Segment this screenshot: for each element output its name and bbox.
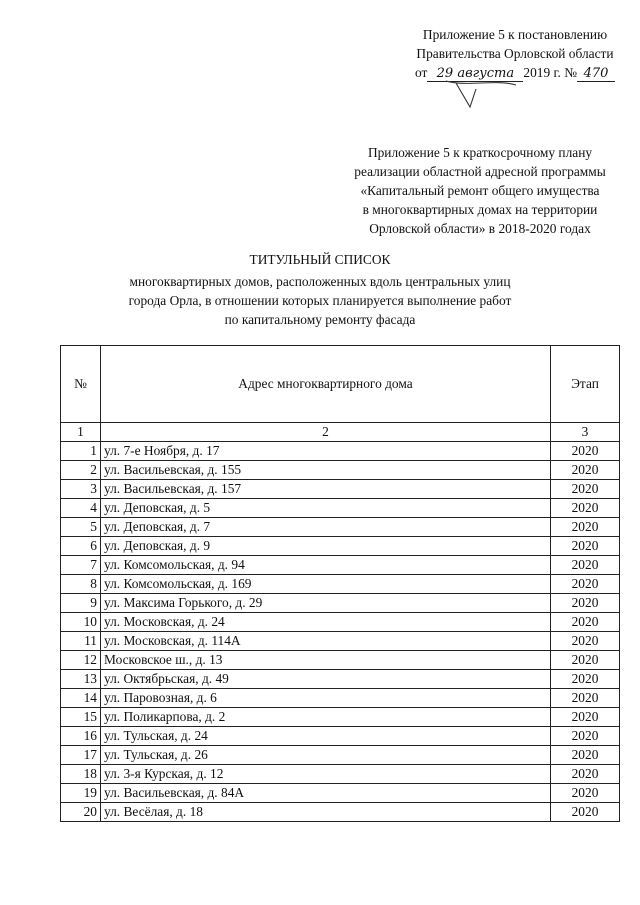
document-title: ТИТУЛЬНЫЙ СПИСОК [249, 252, 391, 267]
cell-address: ул. Васильевская, д. 84А [101, 784, 551, 803]
cell-address: ул. Паровозная, д. 6 [101, 689, 551, 708]
table-row [61, 803, 620, 822]
table-body [61, 423, 620, 822]
cell-number: 18 [61, 765, 101, 784]
cell-stage-num: 3 [551, 423, 620, 442]
subtitle-line: города Орла, в отношении которых планируется выполнение работ [128, 293, 512, 308]
cell-stage: 2020 [551, 613, 620, 632]
table-row [61, 442, 620, 461]
cell-address: ул. 7-е Ноября, д. 17 [101, 442, 551, 461]
column-number-row [61, 423, 620, 442]
cell-number: 9 [61, 594, 101, 613]
cell-number: 8 [61, 575, 101, 594]
cell-address: ул. Тульская, д. 26 [101, 746, 551, 765]
cell-address: ул. Комсомольская, д. 94 [101, 556, 551, 575]
cell-address: ул. Московская, д. 114А [101, 632, 551, 651]
table-row [61, 670, 620, 689]
table-row [61, 499, 620, 518]
cell-stage: 2020 [551, 480, 620, 499]
cell-stage: 2020 [551, 803, 620, 822]
plan-appendix-header [330, 143, 630, 238]
table-row [61, 784, 620, 803]
cell-number: 1 [61, 442, 101, 461]
cell-address: ул. Тульская, д. 24 [101, 727, 551, 746]
cell-number: 19 [61, 784, 101, 803]
table-row [61, 556, 620, 575]
header-number: № [61, 346, 101, 423]
cell-stage: 2020 [551, 442, 620, 461]
cell-address: ул. Деповская, д. 5 [101, 499, 551, 518]
cell-number: 20 [61, 803, 101, 822]
cell-number: 10 [61, 613, 101, 632]
cell-number-num: 1 [61, 423, 101, 442]
plan-line: реализации областной адресной программы [354, 164, 606, 179]
cell-number: 15 [61, 708, 101, 727]
cell-number: 4 [61, 499, 101, 518]
table-row [61, 480, 620, 499]
table-row [61, 613, 620, 632]
handwritten-number: 470 [577, 66, 615, 82]
table-row [61, 746, 620, 765]
cell-address: ул. 3-я Курская, д. 12 [101, 765, 551, 784]
cell-stage: 2020 [551, 708, 620, 727]
cell-address: Московское ш., д. 13 [101, 651, 551, 670]
cell-address: ул. Деповская, д. 7 [101, 518, 551, 537]
plan-line: Орловской области» в 2018-2020 годах [369, 221, 591, 236]
table-row [61, 632, 620, 651]
cell-number: 14 [61, 689, 101, 708]
table-row [61, 689, 620, 708]
cell-stage: 2020 [551, 784, 620, 803]
date-prefix: от [415, 65, 428, 80]
cell-address: ул. Октябрьская, д. 49 [101, 670, 551, 689]
cell-stage: 2020 [551, 727, 620, 746]
cell-stage: 2020 [551, 537, 620, 556]
header-address: Адрес многоквартирного дома [101, 346, 551, 423]
cell-address: ул. Васильевская, д. 155 [101, 461, 551, 480]
cell-stage: 2020 [551, 670, 620, 689]
table-row [61, 537, 620, 556]
cell-stage: 2020 [551, 518, 620, 537]
cell-address: ул. Максима Горького, д. 29 [101, 594, 551, 613]
cell-stage: 2020 [551, 499, 620, 518]
cell-number: 16 [61, 727, 101, 746]
cell-number: 7 [61, 556, 101, 575]
table-row [61, 518, 620, 537]
cell-stage: 2020 [551, 461, 620, 480]
cell-stage: 2020 [551, 632, 620, 651]
cell-number: 12 [61, 651, 101, 670]
table-row [61, 765, 620, 784]
date-year: 2019 г. № [523, 65, 577, 80]
subtitle-line: по капитальному ремонту фасада [224, 312, 416, 327]
plan-line: в многоквартирных домах на территории [362, 202, 598, 217]
table-row [61, 727, 620, 746]
document-subtitle [110, 272, 530, 329]
plan-line: «Капитальный ремонт общего имущества [360, 183, 600, 198]
header-stage: Этап [551, 346, 620, 423]
cell-stage: 2020 [551, 651, 620, 670]
cell-address: ул. Весёлая, д. 18 [101, 803, 551, 822]
cell-number: 5 [61, 518, 101, 537]
table-row [61, 461, 620, 480]
buildings-table [60, 345, 620, 822]
subtitle-line: многоквартирных домов, расположенных вдоль центральных улиц [129, 274, 511, 289]
cell-stage: 2020 [551, 689, 620, 708]
cell-stage: 2020 [551, 746, 620, 765]
cell-number: 3 [61, 480, 101, 499]
cell-address: ул. Васильевская, д. 157 [101, 480, 551, 499]
cell-number: 6 [61, 537, 101, 556]
cell-number: 2 [61, 461, 101, 480]
cell-stage: 2020 [551, 765, 620, 784]
table-row [61, 708, 620, 727]
appendix-line: Правительства Орловской области [416, 46, 614, 61]
cell-number: 11 [61, 632, 101, 651]
cell-number: 13 [61, 670, 101, 689]
cell-stage: 2020 [551, 556, 620, 575]
cell-number: 17 [61, 746, 101, 765]
handwritten-date: 29 августа [427, 66, 523, 82]
cell-address: ул. Деповская, д. 9 [101, 537, 551, 556]
signature-flourish-icon [436, 77, 556, 111]
table-header-row [61, 346, 620, 423]
cell-address: ул. Московская, д. 24 [101, 613, 551, 632]
appendix-line: Приложение 5 к постановлению [422, 27, 608, 42]
cell-stage: 2020 [551, 575, 620, 594]
table-row [61, 575, 620, 594]
cell-address-num: 2 [101, 423, 551, 442]
cell-address: ул. Поликарпова, д. 2 [101, 708, 551, 727]
plan-line: Приложение 5 к краткосрочному плану [367, 145, 593, 160]
cell-address: ул. Комсомольская, д. 169 [101, 575, 551, 594]
cell-stage: 2020 [551, 594, 620, 613]
resolution-appendix-header [400, 25, 630, 82]
table-row [61, 651, 620, 670]
table-row [61, 594, 620, 613]
